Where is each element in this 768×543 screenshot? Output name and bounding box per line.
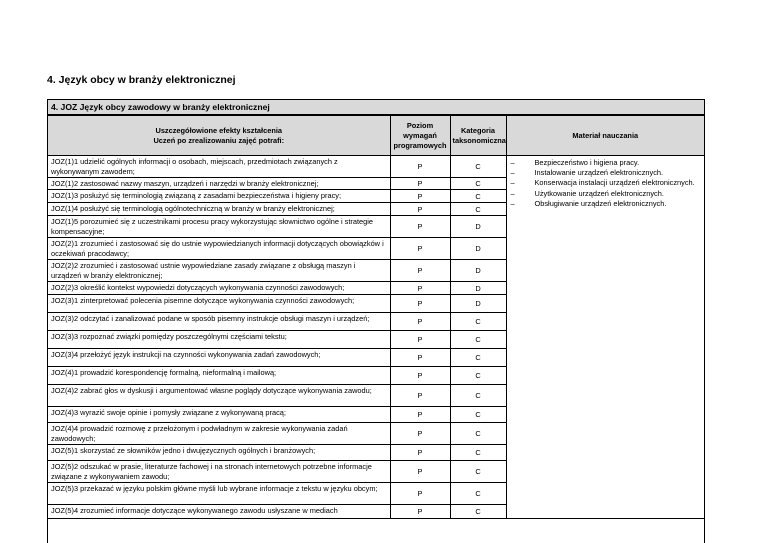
level-cell: P bbox=[390, 331, 450, 349]
material-text: Bezpieczeństwo i higiena pracy. bbox=[534, 158, 640, 167]
level-cell: P bbox=[390, 445, 450, 461]
effect-cell: JOZ(5)1 skorzystać ze słowników jedno i dwujęzycznych ogólnych i branżowych; bbox=[48, 445, 390, 461]
category-cell: C bbox=[450, 331, 506, 349]
category-cell: C bbox=[450, 385, 506, 407]
effect-cell: JOZ(3)2 odczytać i zanalizować podane w sposób pisemny instrukcje obsługi maszyn i urządzeń; bbox=[48, 313, 390, 331]
effect-cell: JOZ(2)1 zrozumieć i zastosować się do ustnie wypowiedzianych informacji dotyczących obowiązków i oczekiwań pracodawcy; bbox=[48, 238, 390, 260]
category-cell: C bbox=[450, 203, 506, 216]
level-cell: P bbox=[390, 483, 450, 505]
category-cell: C bbox=[450, 483, 506, 505]
category-cell: D bbox=[450, 216, 506, 238]
level-cell: P bbox=[390, 367, 450, 385]
effect-cell: JOZ(1)2 zastosować nazwy maszyn, urządzeń i narzędzi w branży elektronicznej; bbox=[48, 178, 390, 190]
dash-bullet: – bbox=[510, 168, 515, 178]
dash-bullet: – bbox=[510, 158, 515, 167]
material-text: Obsługiwanie urządzeń elektronicznych. bbox=[534, 198, 667, 208]
category-cell: C bbox=[450, 156, 506, 178]
level-header-line1: Poziom bbox=[406, 120, 434, 130]
material-text: Użytkowanie urządzeń elektronicznych. bbox=[534, 188, 664, 198]
effect-cell: JOZ(1)5 porozumieć się z uczestnikami procesu pracy wykorzystując słownictwo ogólne i strategie kompensacyjne; bbox=[48, 216, 390, 238]
dash-bullet: – bbox=[510, 178, 515, 188]
curriculum-table bbox=[48, 115, 704, 519]
dash-bullet: – bbox=[510, 198, 515, 208]
effects-header-line1: Uszczegółowione efekty kształcenia bbox=[155, 125, 282, 135]
effect-cell: JOZ(4)4 prowadzić rozmowę z przełożonym i podwładnym w zakresie wykonywania zadań zawodowych; bbox=[48, 423, 390, 445]
category-cell: C bbox=[450, 505, 506, 519]
effect-cell: JOZ(1)3 posłużyć się terminologią związaną z zasadami bezpieczeństwa i higieny pracy; bbox=[48, 190, 390, 203]
effect-cell: JOZ(4)1 prowadzić korespondencję formalną, nieformalną i mailową; bbox=[48, 367, 390, 385]
effect-cell: JOZ(5)3 przekazać w języku polskim główne myśli lub wybrane informacje z tekstu w języku obcym; bbox=[48, 483, 390, 505]
header-row bbox=[48, 116, 704, 156]
level-cell: P bbox=[390, 178, 450, 190]
category-header bbox=[450, 116, 506, 156]
level-cell: P bbox=[390, 190, 450, 203]
level-cell: P bbox=[390, 203, 450, 216]
material-text: Instalowanie urządzeń elektronicznych. bbox=[534, 168, 664, 178]
level-cell: P bbox=[390, 407, 450, 423]
level-cell: P bbox=[390, 238, 450, 260]
material-cell bbox=[506, 156, 704, 519]
material-text: Konserwacja instalacji urządzeń elektronicznych. bbox=[534, 178, 695, 188]
category-cell: D bbox=[450, 260, 506, 282]
page-title: 4. Język obcy w branży elektronicznej bbox=[47, 74, 236, 86]
material-header bbox=[506, 116, 704, 156]
material-list-item bbox=[509, 178, 703, 188]
effect-cell: JOZ(2)3 określić kontekst wypowiedzi dotyczących wykonywania czynności zawodowych; bbox=[48, 282, 390, 295]
level-cell: P bbox=[390, 282, 450, 295]
effect-cell: JOZ(3)3 rozpoznać związki pomiędzy poszczególnymi częściami tekstu; bbox=[48, 331, 390, 349]
level-cell: P bbox=[390, 156, 450, 178]
effect-cell: JOZ(5)4 zrozumieć informacje dotyczące wykonywanego zawodu usłyszane w mediach bbox=[48, 505, 390, 519]
level-cell: P bbox=[390, 349, 450, 367]
material-list-item bbox=[509, 158, 703, 168]
level-header-line3: programowych bbox=[393, 140, 447, 150]
level-cell: P bbox=[390, 216, 450, 238]
effect-cell: JOZ(3)1 zinterpretować polecenia pisemne dotyczące wykonywania czynności zawodowych; bbox=[48, 295, 390, 313]
curriculum-table-container bbox=[47, 99, 705, 543]
category-cell: C bbox=[450, 178, 506, 190]
level-cell: P bbox=[390, 295, 450, 313]
level-cell: P bbox=[390, 313, 450, 331]
effect-cell: JOZ(5)2 odszukać w prasie, literaturze fachowej i na stronach internetowych potrzebne informacje związane z wykonywaniem zawodu; bbox=[48, 461, 390, 483]
level-cell: P bbox=[390, 505, 450, 519]
dash-bullet: – bbox=[510, 188, 515, 198]
effects-header-line2: Uczeń po zrealizowaniu zajęć potrafi: bbox=[153, 135, 285, 145]
level-header bbox=[390, 116, 450, 156]
effect-cell: JOZ(4)2 zabrać głos w dyskusji i argumentować własne poglądy dotyczące wykonywania zawodu; bbox=[48, 385, 390, 407]
table-title: 4. JOZ Język obcy zawodowy w branży elektronicznej bbox=[48, 100, 704, 115]
category-cell: C bbox=[450, 423, 506, 445]
category-cell: D bbox=[450, 282, 506, 295]
category-cell: C bbox=[450, 407, 506, 423]
effect-cell: JOZ(3)4 przełożyć język instrukcji na czynności wykonywania zadań zawodowych; bbox=[48, 349, 390, 367]
level-cell: P bbox=[390, 461, 450, 483]
material-header-label: Materiał nauczania bbox=[572, 130, 639, 140]
category-cell: D bbox=[450, 238, 506, 260]
level-cell: P bbox=[390, 385, 450, 407]
effects-header bbox=[48, 116, 390, 156]
effect-cell: JOZ(4)3 wyrazić swoje opinie i pomysły związane z wykonywaną pracą; bbox=[48, 407, 390, 423]
level-cell: P bbox=[390, 423, 450, 445]
effect-cell: JOZ(2)2 zrozumieć i zastosować ustnie wypowiedziane zasady związane z obsługą maszyn i urządzeń w branży elektronicznej; bbox=[48, 260, 390, 282]
material-list-item bbox=[509, 168, 703, 178]
level-header-line2: wymagań bbox=[403, 130, 437, 140]
category-cell: D bbox=[450, 295, 506, 313]
category-cell: C bbox=[450, 445, 506, 461]
category-cell: C bbox=[450, 349, 506, 367]
category-header-line1: Kategoria bbox=[460, 125, 496, 135]
material-list-item bbox=[509, 189, 703, 199]
effect-cell: JOZ(1)4 posłużyć się terminologią ogólnotechniczną w branży w branży elektronicznej; bbox=[48, 203, 390, 216]
category-cell: C bbox=[450, 190, 506, 203]
category-cell: C bbox=[450, 367, 506, 385]
material-list bbox=[509, 158, 703, 209]
material-list-item bbox=[509, 199, 703, 209]
level-cell: P bbox=[390, 260, 450, 282]
table-row bbox=[48, 156, 704, 178]
category-header-line2: taksonomiczna bbox=[452, 135, 506, 145]
category-cell: C bbox=[450, 313, 506, 331]
effect-cell: JOZ(1)1 udzielić ogólnych informacji o osobach, miejscach, przedmiotach związanych z wykonywanym zawodem; bbox=[48, 156, 390, 178]
category-cell: C bbox=[450, 461, 506, 483]
